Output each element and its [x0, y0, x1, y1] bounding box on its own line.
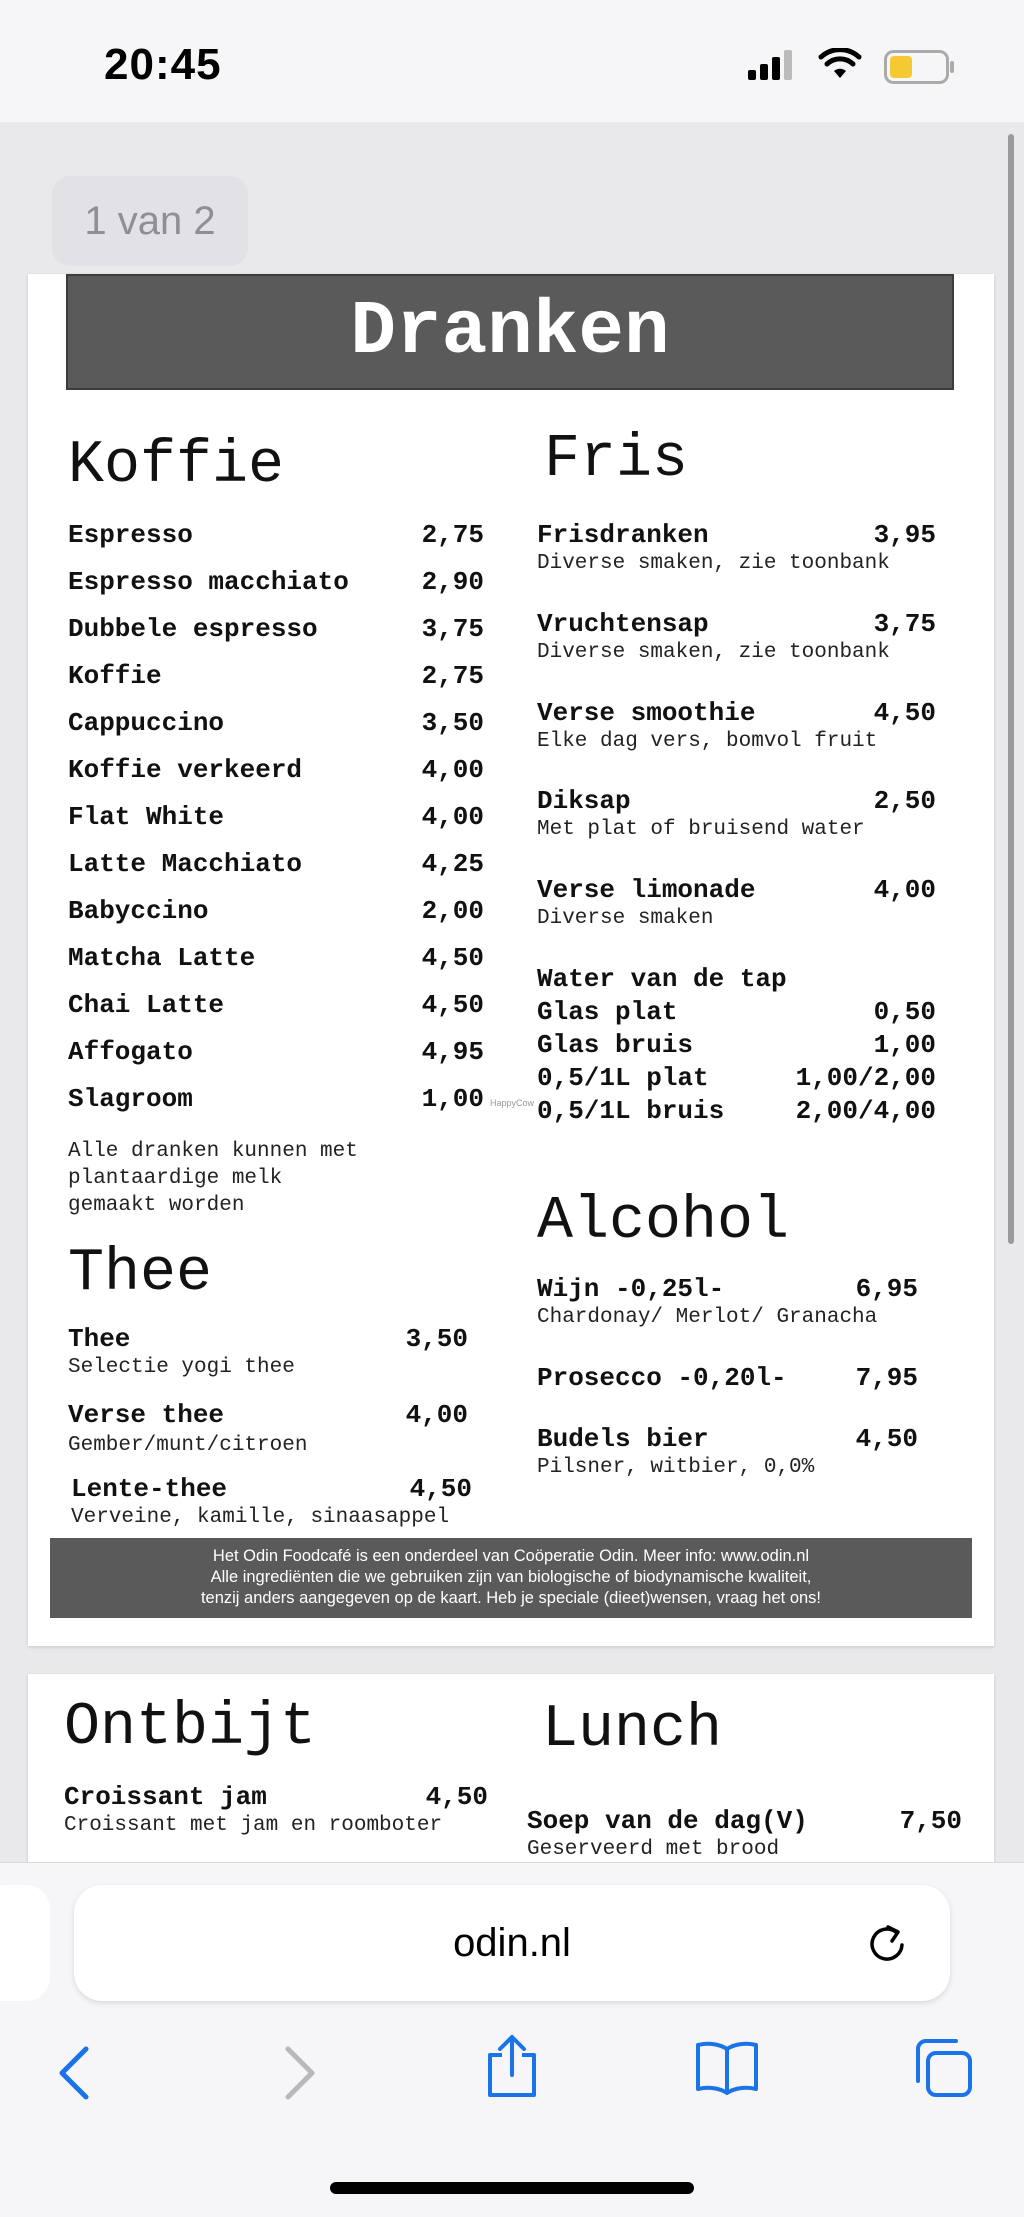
fris-item-price: 3,95	[873, 520, 936, 550]
koffie-item-price: 2,75	[421, 661, 484, 691]
alcohol-item-desc: Chardonay/ Merlot/ Granacha	[537, 1306, 878, 1329]
footer-line: tenzij anders aangegeven op de kaart. Heb je speciale (dieet)wensen, vraag het ons!	[200, 1589, 822, 1607]
koffie-item-name: Espresso macchiato	[68, 567, 349, 597]
koffie-note-line: gemaakt worden	[68, 1194, 245, 1217]
koffie-item-name: Slagroom	[68, 1084, 193, 1114]
thee-item-desc: Selectie yogi thee	[68, 1356, 295, 1379]
koffie-item-price: 1,00	[421, 1084, 484, 1114]
koffie-item-name: Matcha Latte	[68, 943, 256, 973]
koffie-item-price: 4,50	[421, 943, 484, 973]
lunch-heading: Lunch	[542, 1696, 723, 1764]
fris-item-desc: Diverse smaken, zie toonbank	[537, 641, 890, 664]
water-item-name: 0,5/1L bruis	[537, 1096, 725, 1126]
menu-page-2	[28, 1674, 994, 1862]
koffie-item-name: Cappuccino	[68, 708, 225, 738]
page-indicator: 1 van 2	[52, 176, 248, 266]
fris-item-name: Vruchtensap	[537, 609, 709, 639]
fris-item-price: 4,50	[873, 698, 936, 728]
browser-toolbar	[0, 1862, 1024, 2217]
bookmarks-icon[interactable]	[694, 2039, 760, 2095]
koffie-item-price: 4,00	[421, 755, 484, 785]
thee-item-price: 3,50	[405, 1324, 468, 1354]
water-item-price: 0,50	[873, 997, 936, 1027]
lunch-item-desc: Geserveerd met brood	[527, 1838, 780, 1861]
thee-item-desc: Gember/munt/citroen	[68, 1434, 308, 1457]
water-item-name: Glas plat	[537, 997, 678, 1027]
alcohol-item-desc: Pilsner, witbier, 0,0%	[537, 1456, 815, 1479]
fris-item-name: Verse smoothie	[537, 698, 756, 728]
menu-footer	[50, 1538, 972, 1618]
water-item-name: Glas bruis	[537, 1030, 694, 1060]
tabs-icon[interactable]	[912, 2037, 974, 2099]
url-text: odin.nl	[453, 1921, 571, 1965]
koffie-item-name: Espresso	[68, 520, 193, 550]
koffie-item-price: 4,25	[421, 849, 484, 879]
fris-item-desc: Met plat of bruisend water	[537, 818, 865, 841]
koffie-item-name: Affogato	[68, 1037, 193, 1067]
wifi-icon	[818, 48, 862, 82]
thee-heading: Thee	[68, 1240, 213, 1308]
thee-item-desc: Verveine, kamille, sinaasappel	[71, 1506, 450, 1529]
water-heading: Water van de tap	[537, 964, 787, 994]
lunch-item-price: 7,50	[899, 1806, 962, 1836]
fris-item-desc: Elke dag vers, bomvol fruit	[537, 730, 878, 753]
thee-item-price: 4,50	[409, 1474, 472, 1504]
thee-item-price: 4,00	[405, 1400, 468, 1430]
ontbijt-item-price: 4,50	[425, 1782, 488, 1812]
ontbijt-item-desc: Croissant met jam en roomboter	[64, 1814, 443, 1837]
status-bar	[0, 0, 1024, 122]
fris-item-name: Verse limonade	[537, 875, 756, 905]
koffie-item-name: Koffie verkeerd	[68, 755, 303, 785]
fris-item-name: Diksap	[537, 786, 631, 816]
home-indicator[interactable]	[330, 2182, 694, 2194]
koffie-item-name: Latte Macchiato	[68, 849, 303, 879]
fris-item-price: 2,50	[873, 786, 936, 816]
status-time: 20:45	[104, 40, 222, 89]
fris-item-name: Frisdranken	[537, 520, 709, 550]
signal-icon	[748, 50, 798, 80]
alcohol-item-price: 4,50	[855, 1424, 918, 1454]
previous-tab-preview[interactable]	[0, 1885, 50, 2001]
happycow-watermark: HappyCow	[490, 1098, 535, 1108]
koffie-item-name: Flat White	[68, 802, 225, 832]
koffie-item-price: 2,00	[421, 896, 484, 926]
koffie-item-price: 4,95	[421, 1037, 484, 1067]
alcohol-heading: Alcohol	[537, 1188, 790, 1256]
koffie-item-price: 4,50	[421, 990, 484, 1020]
thee-item-name: Lente-thee	[71, 1474, 228, 1504]
share-icon[interactable]	[484, 2033, 540, 2099]
koffie-item-name: Koffie	[68, 661, 162, 691]
koffie-item-price: 4,00	[421, 802, 484, 832]
address-bar[interactable]	[74, 1885, 950, 2001]
koffie-note-line: plantaardige melk	[68, 1167, 283, 1190]
footer-line: Het Odin Foodcafé is een onderdeel van Coöperatie Odin. Meer info: www.odin.nl	[212, 1547, 810, 1565]
battery-icon	[884, 50, 956, 84]
koffie-item-price: 2,90	[421, 567, 484, 597]
koffie-item-price: 2,75	[421, 520, 484, 550]
thee-item-name: Thee	[68, 1324, 131, 1354]
koffie-item-price: 3,50	[421, 708, 484, 738]
fris-item-desc: Diverse smaken	[537, 907, 714, 930]
menu-title: Dranken	[66, 274, 954, 390]
back-icon[interactable]	[56, 2043, 96, 2103]
water-item-price: 2,00/4,00	[795, 1096, 936, 1126]
ontbijt-item-name: Croissant jam	[64, 1782, 267, 1812]
ontbijt-heading: Ontbijt	[64, 1694, 317, 1762]
lunch-item-name: Soep van de dag(V)	[527, 1806, 808, 1836]
fris-heading: Fris	[544, 426, 689, 494]
forward-icon[interactable]	[278, 2043, 318, 2103]
fris-item-price: 3,75	[873, 609, 936, 639]
alcohol-item-name: Prosecco -0,20l-	[537, 1363, 787, 1393]
alcohol-item-name: Budels bier	[537, 1424, 709, 1454]
water-item-price: 1,00	[873, 1030, 936, 1060]
thee-item-name: Verse thee	[68, 1400, 225, 1430]
reload-icon[interactable]	[866, 1921, 910, 1969]
koffie-item-name: Dubbele espresso	[68, 614, 318, 644]
alcohol-item-price: 6,95	[855, 1274, 918, 1304]
pdf-viewer[interactable]	[0, 122, 1024, 1862]
scroll-indicator[interactable]	[1008, 134, 1014, 1244]
fris-item-desc: Diverse smaken, zie toonbank	[537, 552, 890, 575]
fris-item-price: 4,00	[873, 875, 936, 905]
koffie-item-price: 3,75	[421, 614, 484, 644]
alcohol-item-price: 7,95	[855, 1363, 918, 1393]
koffie-heading: Koffie	[68, 432, 285, 500]
alcohol-item-name: Wijn -0,25l-	[537, 1274, 725, 1304]
koffie-note-line: Alle dranken kunnen met	[68, 1140, 358, 1163]
koffie-item-name: Babyccino	[68, 896, 209, 926]
water-item-price: 1,00/2,00	[795, 1063, 936, 1093]
menu-page-1	[28, 274, 994, 1646]
footer-line: Alle ingrediënten die we gebruiken zijn van biologische of biodynamische kwaliteit,	[210, 1568, 812, 1586]
water-item-name: 0,5/1L plat	[537, 1063, 709, 1093]
koffie-item-name: Chai Latte	[68, 990, 225, 1020]
